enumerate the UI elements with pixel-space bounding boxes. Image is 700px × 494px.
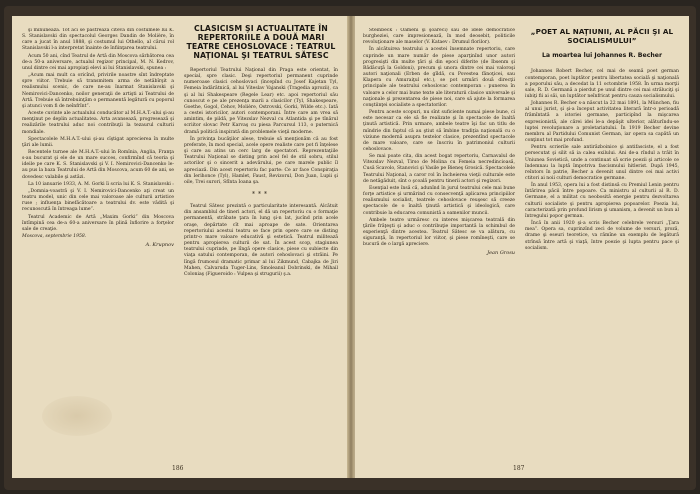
paragraph: Teatrul Sătesc prezintă o particularitate interesantă. Alcătuit din ansamblul de tineri actori, el dă un repertoriu cu o formaţie permanentă, străbate ţara în lung şi-n lat, jucînd prin acele oraşe, depărtate cît mai aproape de sate. Orientarea repertoriului acestui teatru se face prin opere care se disting printr-o mare valoare educativă şi estetică. Teatrul militează pentru apropierea culturii de sat. În acest scop, stagiunea teatrului cuprinde, pe lîngă opere clasice, piese cu subiecte din viaţa satului contemporan, de autori cehoslovaci şi străini. Pe lîngă frumosul dramatic primar al lui Zikmund, Cabajka de Jiri Mahen, Calvaruda Tuger-Lins, Smoleanul Dobrinski, de Mihail Coloniaş (Figueroido : Vulpea şi strugurii) ş.a. [184, 204, 338, 277]
article-heading: CLASICISM ŞI ACTUALITATE ÎN REPERTORIILE A DOUĂ MARI TEATRE CEHOSLOVACE : TEATRUL NAŢIONAL ŞI TEATRUL SĂTESC [186, 24, 336, 60]
paragraph: La 10 ianuarie 1933, A. M. Gorki îi scria lui K. S. Stanislavski : [28, 181, 174, 187]
author-signature: A. Krupnov [145, 242, 174, 249]
page-number: 186 [172, 465, 184, 472]
paragraph: În alcătuirea teatrului a acestei însemnate repertoriu, care cuprinde un mare număr de piese aparţinînd unor autori progresişti din multe ţări şi din epoci diferite (de Ibsenm şi Bădăcuţă la Goldoni), precum şi unora dintre cei mai valoroşi autori naţionali (Erben de gîldă, cu Povestea fănoţicei, sau Klapera cu Amuraiţul etc.), se pot urmări două direcţii principale ale teatrului cehoslovac contemporan : punerea în valoare a celor mai bune texte ale literaturii clasice universale şi naţionale şi prezentarea de piese noi, care să ajute la formarea conştiinţei socialiste a spectatorilor. [363, 47, 515, 108]
paragraph: În privinţa bucăţilor alese, trebuie să menţionăm că au fost preferate, în mod special, acele opere realiste care pot fi înţelese şi care au atins un cerc larg de spectatori. Reprezentaţiile Teatrului Naţional se disting prin acel fel de stil sobru, stilul actorilor şi o sincerit a adevărului, pe care marele public îl apreciază. Din acest repertoriu fac parte: Ce ar face Conspiraţia din Ierihonce (Tyl), Hamlet, Faust, Revizorul, Don Juan, Lupii şi oile, Trei surori, Sfînta Ioana şa. [184, 136, 338, 185]
paragraph: Acum 50 ani, cînd Teatrul de Artă din Moscova sărbătorea cea de-a 50-a aniversare, actualul regizor principal, M. N. Kedrov, unul dintre cei mai apropiaţi elevi ai lui Stanislavski, spunea : [22, 53, 174, 71]
paragraph: Încă în anii 1920 şi-a scris Becher celebrele versuri „Ţara mea”. Opera sa, cuprinzînd zeci de volume de versuri, proză, drame şi eseuri teoretice, va rămîne un exemplu de legătură strînsă între artă şi viaţă, între poezie şi lupta pentru pace şi socialism. [525, 221, 679, 251]
paragraph: Aceste cuvinte ale actualului conducător al M.H.A.T.-ului şi-au menţinut pe deplin actualitatea. Arta avansează, progresează şi realizările teatrului aduc noi contribuţii la tezaurul culturii mondiale. [22, 111, 174, 135]
article-subheading: La moartea lui Johannes R. Becher [541, 52, 663, 60]
article-heading: „POET AL NAŢIUNII, AL PĂCII ŞI AL SOCIALISMULUI” [530, 27, 674, 45]
paragraph: Recentele turnee ale M.H.A.T.-ului în Romînia, Anglia, Franţa s-au bucurat şi ele de un mare succes, confirmînd că teoria şi ideile pe care K. S. Stanislavski şi V. I. Nemirovici-Dancenko le-au pus la baza Teatrului de Artă din Moscova, acum 60 de ani, se dovedesc valabile şi astăzi. [22, 149, 174, 180]
left-page [12, 16, 349, 478]
paragraph: Esenţial este însă că, adunînd în jurul teatrului cele mai bune forţe artistice şi urmărind cu consecvenţă aplicarea principiilor realismului socialist, teatrele cehoslovace reuşesc să creeze spectacole de o înaltă ţinută artistică şi ideologică, care contribuie la educarea comunistă a oamenilor muncii. [363, 185, 515, 216]
section-divider: *** [252, 190, 270, 198]
right-page [354, 16, 689, 478]
paragraph: „Domnia-voastră şi V. I. Nemirovici-Dancenko aţi creat un teatru model, unic din cele mai valoroase ale culturii artistice ruse ; influenţa binefăcătoare a teatrului dv. este vădită şi recunoscută în întreaga lume”. [22, 188, 174, 213]
place-date: Moscova, septembrie 1958. [22, 234, 87, 239]
paragraph: şi minunează. Tot aci se păstrează cîteva din costumele lui K. S. Stanislavski din spectacolul Georges Dandin de Molière, în care a jucat în anul 1888, şi costumul lui Othello, al cărui rol Stanislavski l-a interpretat înainte de înfiinţarea teatrului. [22, 28, 174, 52]
paper-stain [42, 396, 112, 436]
paragraph: În anul 1953, opera lui a fost distinsă cu Premiul Lenin pentru întărirea păcii între popoare. Ca ministru al culturii al R. D. Germane, el a militat cu neobosită energie pentru dezvoltarea culturii socialiste şi pentru apropierea popoarelor. Poezia lui, caracterizată prin profund lirism şi umanism, a devenit un bun al întregului popor german. [525, 183, 679, 219]
left-column [22, 28, 174, 248]
paragraph: Teatrul Academic de Artă „Maxim Gorki” din Moscova întîmpină cea de-a 60-a aniversare în plină înflorire a forţelor sale de creaţie. [22, 214, 174, 232]
page-number: 187 [513, 465, 525, 472]
paragraph: Ambele teatre urmăresc cu interes mişcarea teatrală din ţările frăţeşti şi aduc o contribuţie importantă la schimbul de experienţă dintre acestea. Teatrul Sătesc se va alătura, cu siguranţă, în repertoriul lor viitor, şi piese romîneşti, care se bucură de o largă apreciere. [363, 217, 515, 248]
paragraph: Johannes R. Becher s-a născut la 22 mai 1891, la München, fiu al unui jurist, şi şi-a început activitatea literară într-o perioadă frămîntată a istoriei germane, participînd la mişcarea expresionistă, ale cărei idei le-a depăşit ulterior, alăturîndu-se luptei revoluţionare a proletariatului. În 1919 Becher devine membru al Partidului Comunist German, iar opera sa capătă un conţinut tot mai profund. [525, 101, 679, 144]
paragraph: „Acum mai mult ca oricînd, privirile noastre sînt îndreptate spre viitor. Trebuie să transmitem arma de netăbîrşit a realismului scenic, de care ne-au înarmat Stanislavski şi Nemirovici-Dancenko, noilor generaţii de artişti ai Teatrului de Artă. Trebuie să întrebuinţăm o permanentă legătură cu poporul şi atunci vom fi de neînfrînt”. [22, 73, 174, 109]
right-column [525, 22, 679, 253]
paragraph: Steinbeck : Oameni şi şoareci) sau de idele democratice burgheziei, care impresionează, în mod deosebit, politicile revoluţionare ale maselor (V. Kataev : Drumul florilor). [363, 28, 515, 46]
paragraph: Pentru scrierile sale antirăzboinice şi antifasciste, el a fost persecutat şi silit să ia calea exilului. Ani de-a rîndul a trăit în Uniunea Sovietică, unde a continuat să scrie poezii şi articole ce îndemnau la luptă împotriva fascismului hitlerist. După 1945, reîntors în patrie, Becher a devenit unul dintre cei mai activi ctitori ai noii culturi democratice germane. [525, 145, 679, 181]
paragraph: Spectacolele M.H.A.T.-ului şi-au cîştigat aprecierea în multe ţări ale lumii. [22, 136, 174, 148]
open-book [4, 6, 696, 490]
author-signature: Jean Grosu [487, 250, 515, 257]
paragraph: Repertoriul Teatrului Naţional din Praga este orientat, în special, spre clasic. Deşi repertoriul permanent cuprinde numeroase clasici cehoslovaci (începînd cu Josef Kajetan Tyl, Femeia îndărătnică, al lui Viteslav Vajanski (Tragedia aprozii), ca şi al lui Shakespeare (Regele Lear) etc. apoi repertoriul său cunoscut e pe ale prezenţa marii a clasicilor (Tyl, Shakespeare, Goethe, Gogol, Cehov, Molière, Ostrovski, Gorki, Wilde etc.). Iată a cestei istoricilor, autori contemporani. Între care am vrea să amintim, de pildă, pe Vitezslav Nezval cu Atlantida şi pe tînărul scriitor slovac Petr Karvaş cu piesa Parcursul 113, o puternică dramă politică inspirată din problemele vieţii moderne. [184, 68, 338, 135]
left-column [363, 28, 515, 257]
paragraph: Se mai poate cita, din acest bogat repertoriu, Carnavalul de Vitezslav Nezval, Tirso de Molina cu Femeia necredincioasă, Cusă Scavolo, Stanovici şi Vasile pe Bieneş Grosică. Spectacolele Teatrului Naţional, a caror rol în încheierea vieţii culturale este de netăgăduit, sînt o şcoală pentru tinerii actori şi regizori. [363, 154, 515, 184]
paragraph: Pentru aceste scopuri, nu sînt suficiente numai piese bune, ci este necesar ca ele să fie realizate şi în spectacole de înaltă ţinută artistică. Prin urmare, ambele teatre îşi fac un titlu de mîndrie din faptul că au ştiut să îmbine tradiţia naţională cu o viziune modernă asupra textelor clasice, prezentînd spectacole de mare valoare, care se înscriu în patrimoniul culturii cehoslovace. [363, 110, 515, 152]
paragraph: Johannes Robert Becher, cel mai de seamă poet german contemporan, poet luptător pentru libertatea socială şi naţională a poporului său, a decedat la 11 octombrie 1958. În urma morţii sale, R. D. Germană a pierdut pe unul dintre cei mai străluciţi şi iubiţi fii ai săi, un luptător neînfricat pentru cauza socialismului. [525, 69, 679, 99]
right-column [184, 22, 338, 279]
